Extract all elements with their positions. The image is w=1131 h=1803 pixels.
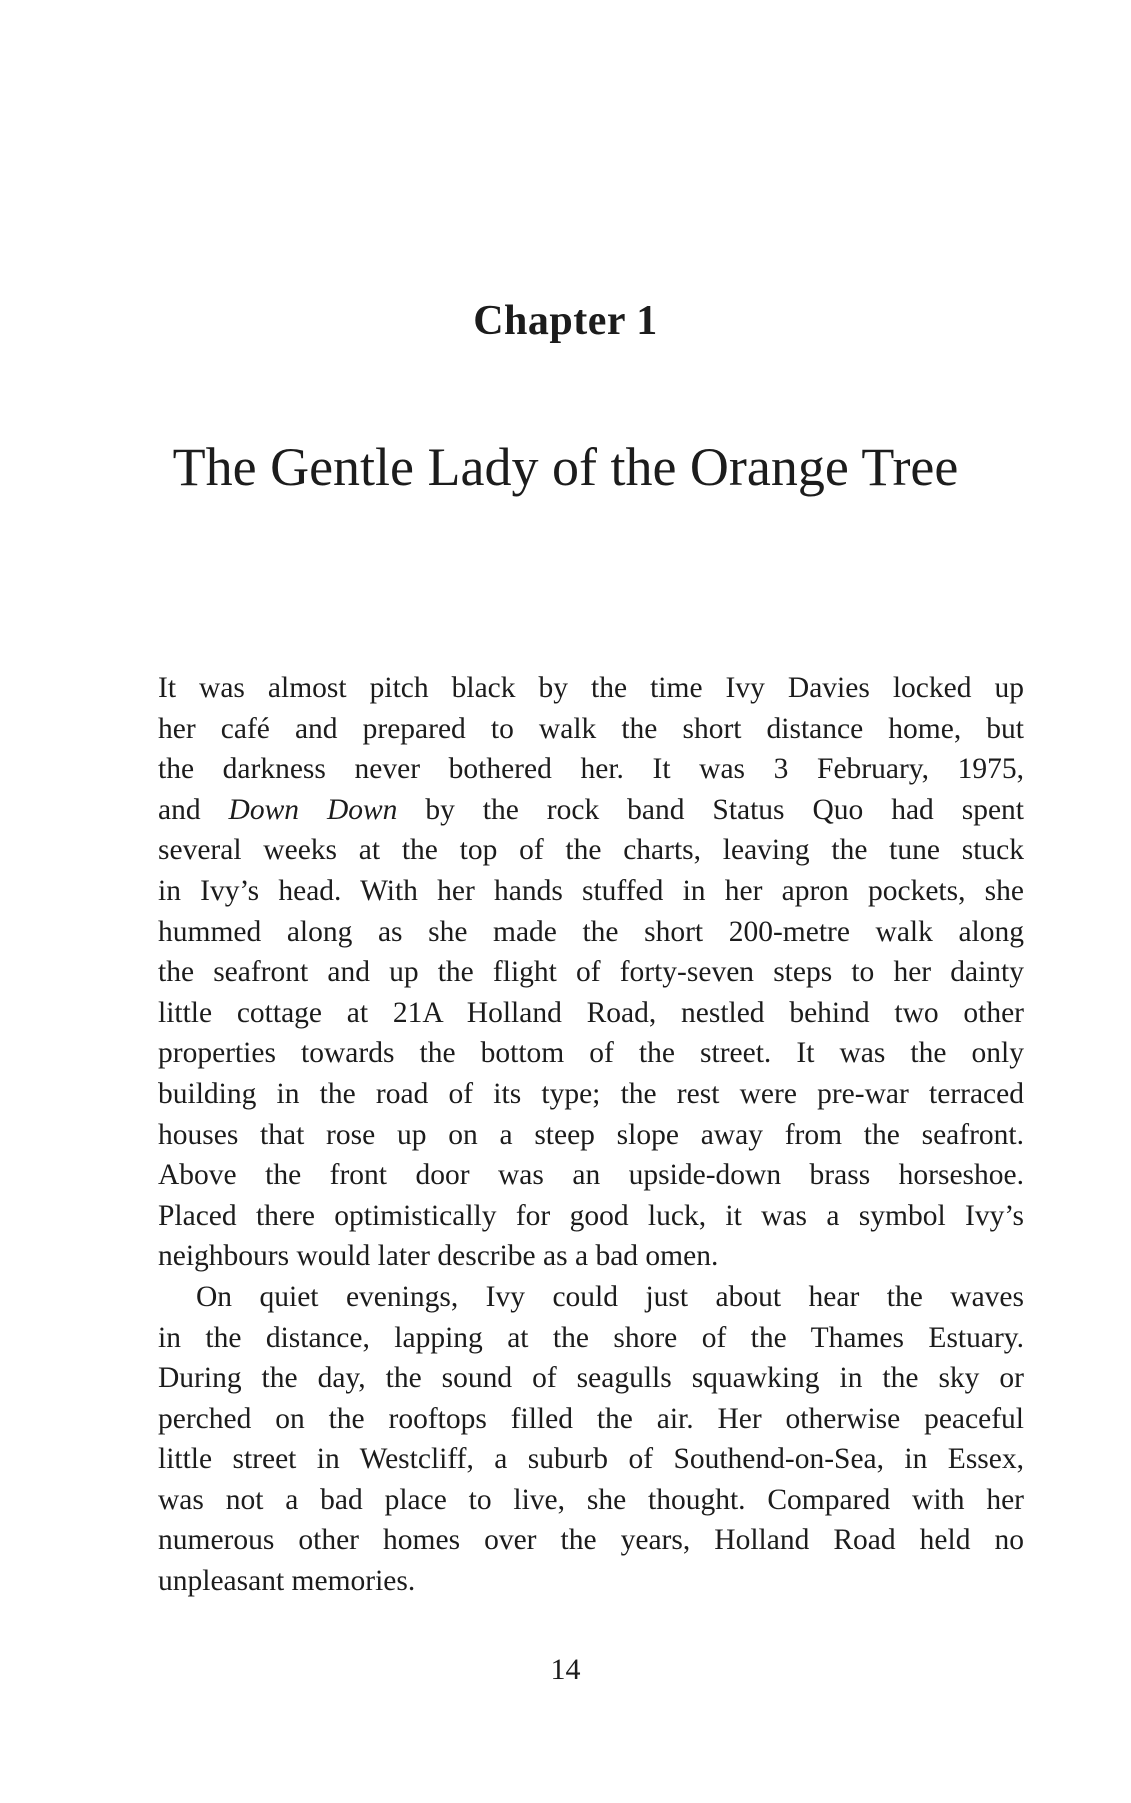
paragraph-1	[158, 668, 1024, 1277]
text-line: the darkness never bothered her. It was 3 February, 1975,	[158, 753, 1024, 786]
text-line: On quiet evenings, Ivy could just about hear the waves	[196, 1280, 1024, 1313]
text-line: little street in Westcliff, a suburb of Southend-on-Sea, in Essex,	[158, 1443, 1024, 1476]
text-line: in the distance, lapping at the shore of the Thames Estuary.	[158, 1321, 1024, 1354]
text-line: neighbours would later describe as a bad omen.	[158, 1240, 719, 1273]
text-line: It was almost pitch black by the time Ivy Davies locked up	[158, 672, 1024, 704]
text-line: the seafront and up the flight of forty-seven steps to her dainty	[158, 956, 1024, 989]
song-title: Down Down	[228, 793, 398, 826]
text-line: properties towards the bottom of the street. It was the only	[158, 1037, 1024, 1070]
text-line: her café and prepared to walk the short distance home, but	[158, 712, 1024, 745]
text-line: little cottage at 21A Holland Road, nestled behind two other	[158, 996, 1024, 1029]
text-line: perched on the rooftops filled the air. Her otherwise peaceful	[158, 1402, 1024, 1435]
body-text	[158, 668, 1024, 1602]
text-line: During the day, the sound of seagulls squawking in the sky or	[158, 1362, 1024, 1395]
text-line: Placed there optimistically for good luck, it was a symbol Ivy’s	[158, 1199, 1024, 1232]
text-line: was not a bad place to live, she thought. Compared with her	[158, 1483, 1024, 1516]
chapter-number: Chapter 1	[473, 298, 658, 344]
text-line: unpleasant memories.	[158, 1565, 416, 1598]
text-line	[158, 790, 1024, 831]
text-line: hummed along as she made the short 200-metre walk along	[158, 915, 1024, 948]
text-line: building in the road of its type; the rest were pre-war terraced	[158, 1077, 1024, 1110]
text-line: numerous other homes over the years, Holland Road held no	[158, 1524, 1024, 1557]
text-line: in Ivy’s head. With her hands stuffed in her apron pockets, she	[158, 874, 1024, 907]
chapter-title: The Gentle Lady of the Orange Tree	[172, 437, 959, 497]
page-number: 14	[550, 1653, 581, 1686]
text-line: houses that rose up on a steep slope away from the seafront.	[158, 1118, 1024, 1151]
text-line: Above the front door was an upside-down brass horseshoe.	[158, 1159, 1024, 1192]
text-line: several weeks at the top of the charts, leaving the tune stuck	[158, 834, 1024, 867]
paragraph-2	[158, 1277, 1024, 1602]
text-segment: by the rock band Status Quo had spent	[397, 793, 1025, 826]
text-segment: and	[158, 793, 229, 826]
